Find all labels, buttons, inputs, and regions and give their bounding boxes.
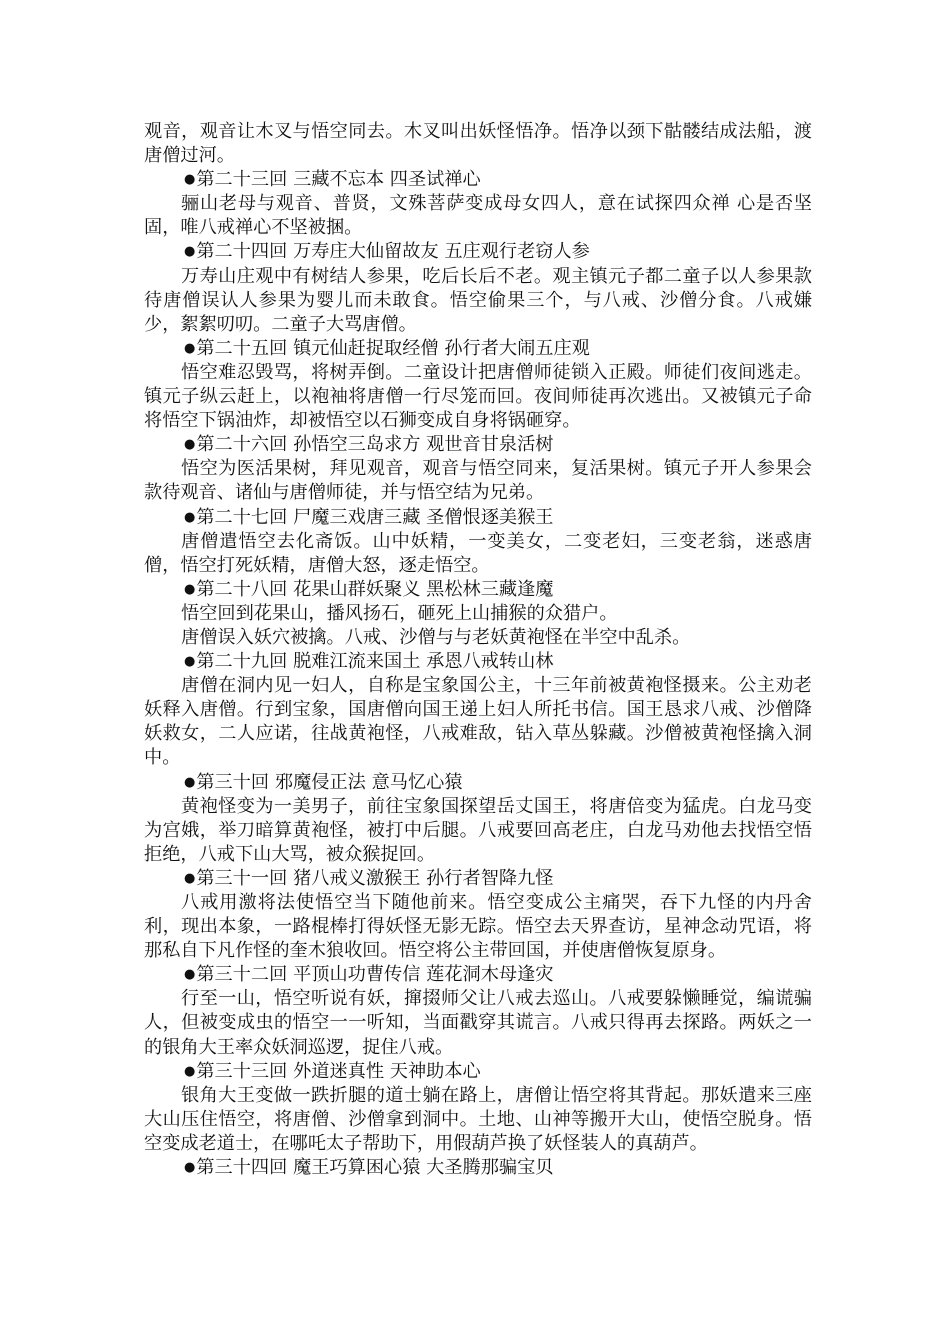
- chapter-heading: [144, 506, 812, 530]
- chapter-heading: [144, 771, 812, 795]
- chapter-title: 第三十三回 外道迷真性 天神助本心: [196, 1060, 481, 1082]
- document-page: [144, 120, 812, 1180]
- bullet-icon: ●: [184, 654, 196, 670]
- chapter-title: 第三十回 邪魔侵正法 意马忆心猿: [196, 771, 463, 793]
- bullet-icon: ●: [184, 340, 196, 356]
- chapter-paragraph: 悟空回到花果山，播风扬石，砸死上山捕猴的众猎户。: [181, 602, 618, 624]
- chapter-paragraph: 银角大王变做一跌折腿的道士躺在路上，唐僧让悟空将其背起。那妖遣来三座大山压住悟空，将唐僧、沙僧拿到洞中。土地、山神等搬开大山，使悟空脱身。悟空变成老道士，在哪吒太子帮助下，用假葫芦换了妖怪装人的真葫芦。: [144, 1084, 812, 1154]
- chapter-paragraph: 万寿山庄观中有树结人参果，吃后长后不老。观主镇元子都二童子以人参果款待唐僧误认人参果为婴儿而未敢食。悟空偷果三个，与八戒、沙僧分食。八戒嫌少，絮絮叨叨。二童子大骂唐僧。: [144, 265, 812, 335]
- chapter-paragraph: 八戒用激将法使悟空当下随他前来。悟空变成公主痛哭，吞下九怪的内丹舍利，现出本象，一路棍棒打得妖怪无影无踪。悟空去天界查访，星神念动咒语，将那私自下凡作怪的奎木狼收回。悟空将公主带回国，并使唐僧恢复原身。: [144, 892, 812, 962]
- chapter-paragraph: 悟空难忍毁骂，将树弄倒。二童设计把唐僧师徒锁入正殿。师徒们夜间逃走。镇元子纵云赶上，以袍袖将唐僧一行尽笼而回。夜间师徒再次逃出。又被镇元子命将悟空下锅油炸，却被悟空以石狮变成自身将锅砸穿。: [144, 361, 812, 432]
- chapter-heading: [144, 1060, 812, 1084]
- chapter-heading: [144, 963, 812, 987]
- intro-paragraph: 观音，观音让木叉与悟空同去。木叉叫出妖怪悟净。悟净以颈下骷髅结成法船，渡唐僧过河。: [144, 121, 812, 167]
- chapter-title: 第二十四回 万寿庄大仙留故友 五庄观行老窃人参: [196, 241, 590, 263]
- chapter-heading: [144, 578, 812, 602]
- chapter-title: 第二十八回 花果山群妖聚义 黑松林三藏逢魔: [196, 578, 554, 600]
- chapter-title: 第二十五回 镇元仙赶捉取经僧 孙行者大闹五庄观: [196, 337, 590, 359]
- chapter-paragraph: 唐僧在洞内见一妇人，自称是宝象国公主，十三年前被黄袍怪摄来。公主劝老妖释入唐僧。行到宝象，国唐僧向国王递上妇人所托书信。国王恳求八戒、沙僧降妖救女，二人应诺，往战黄袍怪，八戒难敌，钻入草丛躲藏。沙僧被黄袍怪擒入洞中。: [144, 675, 812, 769]
- chapter-title: 第二十三回 三藏不忘本 四圣试禅心: [196, 169, 481, 191]
- chapter-heading: [144, 1156, 812, 1180]
- chapter-title: 第三十二回 平顶山功曹传信 莲花洞木母逢灾: [196, 964, 554, 986]
- chapter-paragraph: 悟空为医活果树，拜见观音，观音与悟空同来，复活果树。镇元子开人参果会款待观音、诸仙与唐僧师徒，并与悟空结为兄弟。: [144, 458, 812, 504]
- chapter-heading: [144, 650, 812, 674]
- chapter-title: 第二十六回 孙悟空三岛求方 观世音甘泉活树: [196, 434, 554, 456]
- chapter-paragraph: 唐僧遣悟空去化斋饭。山中妖精，一变美女，二变老妇，三变老翁，迷惑唐僧，悟空打死妖精，唐僧大怒，逐走悟空。: [144, 530, 812, 576]
- chapter-paragraph: 黄袍怪变为一美男子，前往宝象国探望岳丈国王，将唐倍变为猛虎。白龙马变为宫娥，举刀暗算黄袍怪，被打中后腿。八戒要回高老庄，白龙马劝他去找悟空悟拒绝，八戒下山大骂，被众猴捉回。: [144, 795, 812, 865]
- chapter-heading: [144, 433, 812, 457]
- bullet-icon: ●: [184, 172, 196, 188]
- chapter-title: 第三十一回 猪八戒义激猴王 孙行者智降九怪: [196, 867, 554, 889]
- chapter-title: 第二十七回 尸魔三戏唐三藏 圣僧恨逐美猴王: [196, 506, 554, 528]
- bullet-icon: ●: [184, 774, 196, 790]
- chapter-paragraph: 行至一山，悟空听说有妖，撺掇师父让八戒去巡山。八戒要躲懒睡觉，编谎骗人，但被变成虫的悟空一一听知，当面戳穿其谎言。八戒只得再去探路。两妖之一的银角大王率众妖洞巡逻，捉住八戒。: [144, 988, 812, 1058]
- chapter-title: 第二十九回 脱难江流来国土 承恩八戒转山林: [196, 651, 554, 673]
- chapter-heading: [144, 168, 812, 192]
- chapter-title: 第三十四回 魔王巧算困心猿 大圣腾那骗宝贝: [196, 1157, 554, 1179]
- bullet-icon: ●: [184, 870, 196, 886]
- chapter-paragraph: 骊山老母与观音、普贤，文殊菩萨变成母女四人，意在试探四众禅 心是否坚固，唯八戒禅心不坚被捆。: [144, 193, 812, 239]
- bullet-icon: ●: [184, 1063, 196, 1079]
- bullet-icon: ●: [184, 581, 196, 597]
- chapter-paragraph: 唐僧误入妖穴被擒。八戒、沙僧与与老妖黄袍怪在半空中乱杀。: [181, 626, 691, 648]
- chapter-heading: [144, 867, 812, 891]
- bullet-icon: ●: [184, 967, 196, 983]
- bullet-icon: ●: [184, 437, 196, 453]
- chapter-heading: [144, 337, 812, 361]
- bullet-icon: ●: [184, 509, 196, 525]
- bullet-icon: ●: [184, 244, 196, 260]
- bullet-icon: ●: [184, 1160, 196, 1176]
- chapter-heading: [144, 240, 812, 264]
